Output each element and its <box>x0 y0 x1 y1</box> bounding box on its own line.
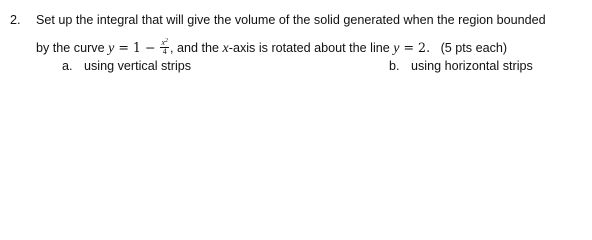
part-b <box>389 59 533 74</box>
fraction-exponent: 2 <box>165 38 169 44</box>
curve-equation: = 1 − <box>114 39 160 55</box>
line-lhs-variable: y <box>393 40 400 56</box>
problem-text-line-1: Set up the integral that will give the volume of the solid generated when the region bounded <box>36 13 546 27</box>
problem-line-1 <box>10 13 546 28</box>
part-b-label: b. <box>389 59 400 73</box>
curve-fraction <box>160 37 169 56</box>
problem-text-curve-intro: by the curve <box>36 40 105 55</box>
part-a-text: using vertical strips <box>84 59 192 73</box>
part-a-label: a. <box>62 59 73 73</box>
curve-lhs-variable: y <box>108 40 115 56</box>
problem-text-rotated: -axis is rotated about the line <box>228 40 394 55</box>
points-note: (5 pts each) <box>440 40 508 55</box>
problem-number: 2. <box>10 13 21 27</box>
fraction-denominator: 4 <box>162 47 167 56</box>
line-equation: = 2. <box>399 39 431 55</box>
problem-line-2 <box>36 39 507 58</box>
part-b-text: using horizontal strips <box>411 59 533 73</box>
part-a <box>62 59 191 74</box>
problem-text-and-the: , and the <box>170 40 223 55</box>
axis-variable: x <box>222 40 229 56</box>
fraction-numerator: $x^2$ <box>161 38 169 47</box>
